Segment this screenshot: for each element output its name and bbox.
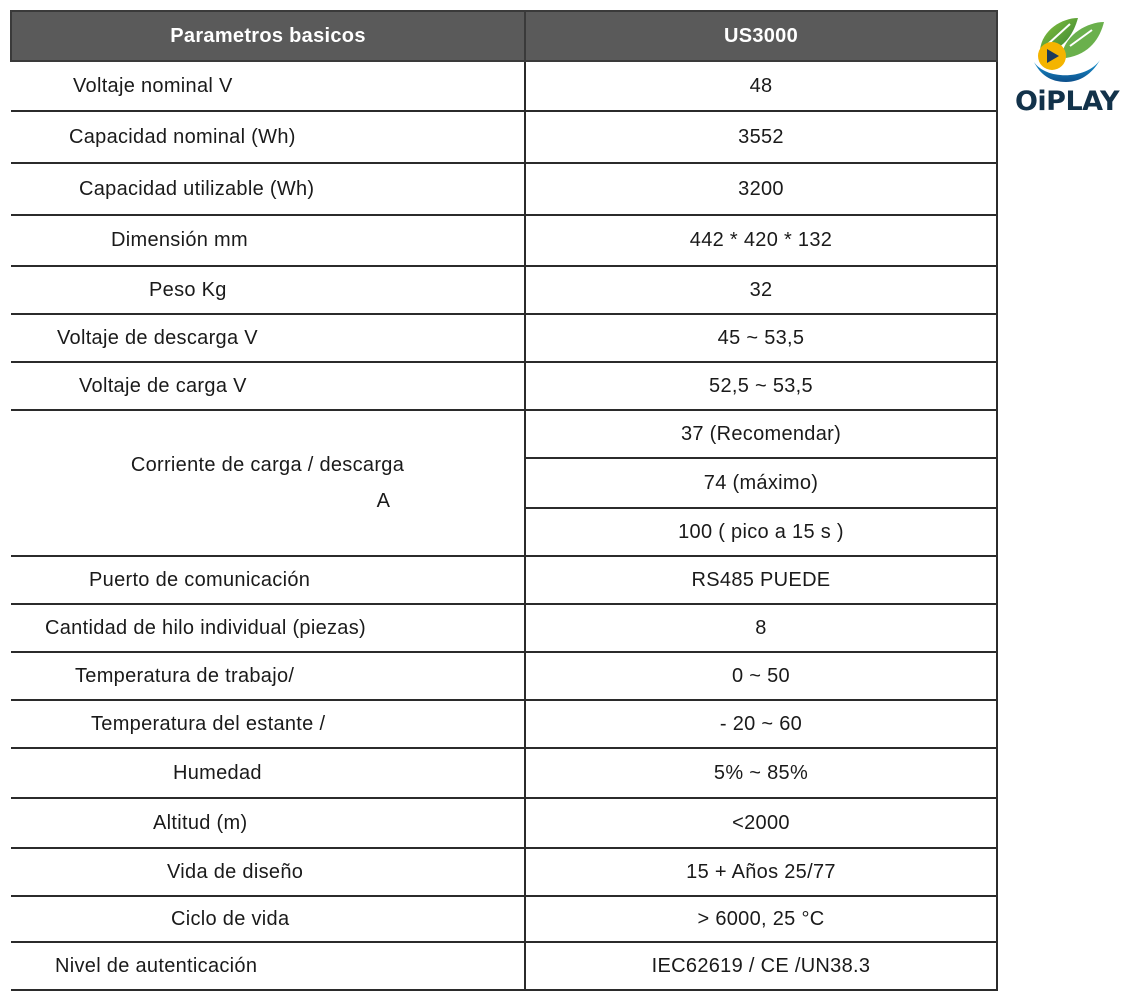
table-row: [11, 700, 997, 748]
current-label-cell: [11, 410, 525, 556]
row-label: Temperatura del estante /: [11, 700, 525, 748]
spec-table: [10, 10, 998, 991]
row-value: 3200: [525, 163, 997, 215]
row-value: 32: [525, 266, 997, 314]
row-value: IEC62619 / CE /UN38.3: [525, 942, 997, 990]
row-label: Vida de diseño: [11, 848, 525, 896]
row-label: Altitud (m): [11, 798, 525, 848]
table-row: [11, 362, 997, 410]
table-row: [11, 896, 997, 942]
table-row: [11, 314, 997, 362]
current-value: 74 (máximo): [525, 458, 997, 508]
table-row: [11, 61, 997, 111]
logo-text: OiPLAY: [1014, 86, 1120, 117]
row-value: <2000: [525, 798, 997, 848]
row-value: 8: [525, 604, 997, 652]
table-row: [11, 266, 997, 314]
row-label: Humedad: [11, 748, 525, 798]
row-label: Capacidad nominal (Wh): [11, 111, 525, 163]
table-row: [11, 111, 997, 163]
table-row: [11, 163, 997, 215]
table-row: [11, 604, 997, 652]
row-value: 48: [525, 61, 997, 111]
row-label: Peso Kg: [11, 266, 525, 314]
row-label: Nivel de autenticación: [11, 942, 525, 990]
table-row: [11, 942, 997, 990]
table-row: [11, 848, 997, 896]
row-value: 3552: [525, 111, 997, 163]
current-label-line1: Corriente de carga / descarga: [130, 454, 405, 476]
row-label: Puerto de comunicación: [11, 556, 525, 604]
row-label: Dimensión mm: [11, 215, 525, 266]
row-value: 52,5 ~ 53,5: [525, 362, 997, 410]
row-value: > 6000, 25 °C: [525, 896, 997, 942]
table-header-row: [11, 11, 997, 61]
current-label-line2: A: [376, 490, 391, 512]
current-value: 37 (Recomendar): [525, 410, 997, 458]
row-label: Cantidad de hilo individual (piezas): [11, 604, 525, 652]
table-row: [11, 410, 997, 458]
header-param: Parametros basicos: [11, 11, 525, 61]
row-label: Voltaje de carga V: [11, 362, 525, 410]
current-value: 100 ( pico a 15 s ): [525, 508, 997, 556]
row-label: Voltaje nominal V: [11, 61, 525, 111]
table-row: [11, 748, 997, 798]
table-row: [11, 556, 997, 604]
row-label: Capacidad utilizable (Wh): [11, 163, 525, 215]
table-row: [11, 215, 997, 266]
row-value: 15 + Años 25/77: [525, 848, 997, 896]
table-row: [11, 652, 997, 700]
row-value: 5% ~ 85%: [525, 748, 997, 798]
row-label: Temperatura de trabajo/: [11, 652, 525, 700]
row-value: 45 ~ 53,5: [525, 314, 997, 362]
header-model: US3000: [525, 11, 997, 61]
row-value: - 20 ~ 60: [525, 700, 997, 748]
row-label: Ciclo de vida: [11, 896, 525, 942]
row-value: 0 ~ 50: [525, 652, 997, 700]
table-row: [11, 798, 997, 848]
row-value: 442 * 420 * 132: [525, 215, 997, 266]
row-label: Voltaje de descarga V: [11, 314, 525, 362]
row-value: RS485 PUEDE: [525, 556, 997, 604]
